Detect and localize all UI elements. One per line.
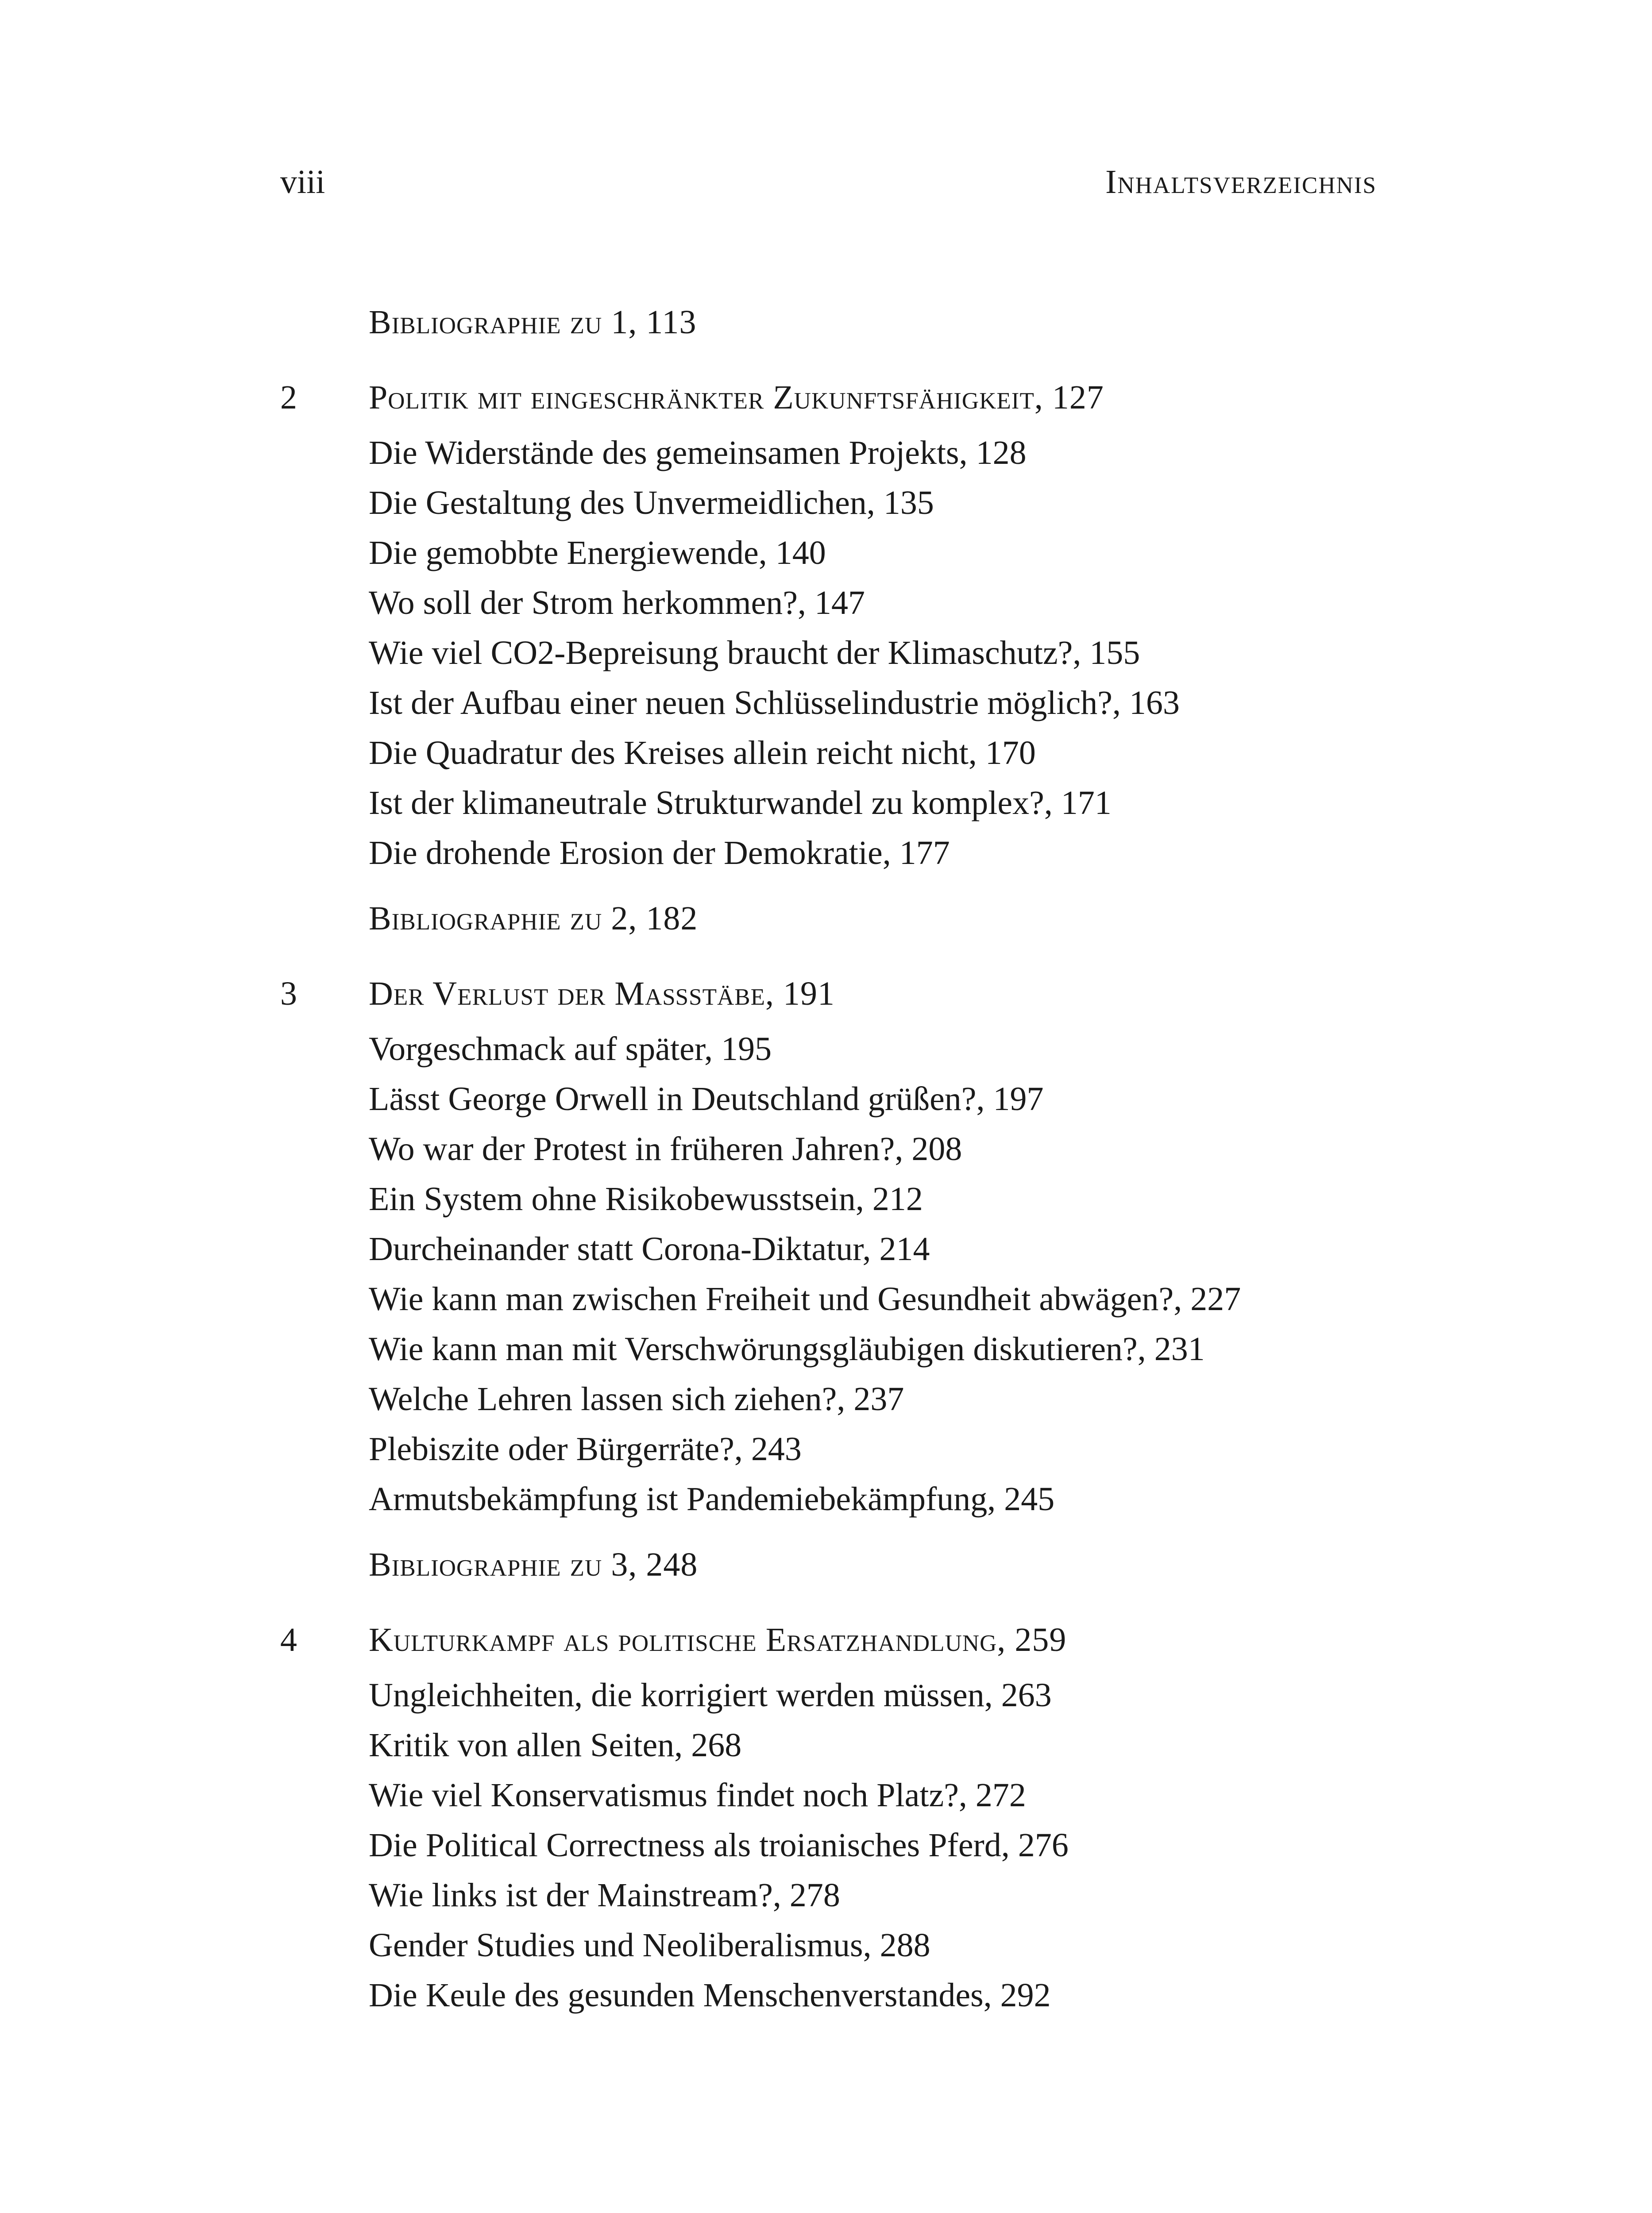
chapter-title: Kulturkampf als politische Ersatzhandlung, 259	[369, 1621, 1067, 1658]
toc-entry	[280, 828, 1431, 878]
toc-entry-text: Wie kann man zwischen Freiheit und Gesundheit abwägen?, 227	[369, 1280, 1241, 1318]
bibliography-entry	[280, 297, 1431, 347]
toc-entry-text: Wo soll der Strom herkommen?, 147	[369, 584, 865, 621]
running-title: Inhaltsverzeichnis	[1105, 163, 1377, 200]
toc-entry-text: Die Gestaltung des Unvermeidlichen, 135	[369, 484, 934, 521]
toc-entry-text: Ist der klimaneutrale Strukturwandel zu komplex?, 171	[369, 784, 1112, 821]
toc-entry	[280, 1324, 1431, 1374]
chapter-number: 3	[280, 975, 297, 1012]
toc-entry	[280, 1920, 1431, 1970]
toc-entry	[280, 528, 1431, 578]
chapter-number: 4	[280, 1621, 297, 1658]
toc-entry	[280, 1970, 1431, 2020]
toc-entry	[280, 1870, 1431, 1920]
toc-entry-text: Wie kann man mit Verschwörungsgläubigen diskutieren?, 231	[369, 1330, 1205, 1368]
toc-entry-text: Wo war der Protest in früheren Jahren?, 208	[369, 1130, 962, 1168]
toc-entry	[280, 478, 1431, 528]
toc-entry	[280, 1274, 1431, 1324]
chapter-heading	[280, 1615, 1431, 1665]
toc-entry-text: Ungleichheiten, die korrigiert werden müssen, 263	[369, 1677, 1052, 1714]
toc-entry-text: Ein System ohne Risikobewusstsein, 212	[369, 1180, 923, 1218]
toc-entry	[280, 1374, 1431, 1424]
toc-entry	[280, 1124, 1431, 1174]
page-number: viii	[280, 163, 325, 200]
bibliography-entry	[280, 1540, 1431, 1590]
chapter-title: Der Verlust der Maßstäbe, 191	[369, 975, 835, 1012]
toc-entry-text: Kritik von allen Seiten, 268	[369, 1727, 742, 1764]
chapter-heading	[280, 969, 1431, 1019]
toc-entry	[280, 1474, 1431, 1524]
table-of-contents	[280, 0, 1431, 2020]
toc-entry	[280, 728, 1431, 778]
toc-entry	[280, 1720, 1431, 1770]
toc-entry	[280, 1024, 1431, 1074]
toc-entry-text: Gender Studies und Neoliberalismus, 288	[369, 1927, 930, 1964]
chapter-title: Politik mit eingeschränkter Zukunftsfähigkeit, 127	[369, 379, 1104, 416]
toc-entry	[280, 428, 1431, 478]
toc-entry-text: Wie viel CO2-Bepreisung braucht der Klimaschutz?, 155	[369, 634, 1140, 671]
toc-entry	[280, 1424, 1431, 1474]
toc-entry	[280, 678, 1431, 728]
bibliography-label: Bibliographie zu 2, 182	[369, 900, 698, 937]
chapter-number: 2	[280, 379, 297, 416]
toc-entry-text: Durcheinander statt Corona-Diktatur, 214	[369, 1230, 930, 1268]
toc-entry-text: Die Quadratur des Kreises allein reicht nicht, 170	[369, 734, 1036, 771]
toc-entry	[280, 578, 1431, 628]
bibliography-label: Bibliographie zu 1, 113	[369, 304, 697, 341]
toc-entry-text: Die Widerstände des gemeinsamen Projekts, 128	[369, 434, 1027, 471]
toc-entry-text: Plebiszite oder Bürgerräte?, 243	[369, 1430, 802, 1468]
toc-entry-text: Wie links ist der Mainstream?, 278	[369, 1877, 840, 1914]
toc-entry	[280, 1174, 1431, 1224]
toc-entry	[280, 628, 1431, 678]
toc-entry-text: Die gemobbte Energiewende, 140	[369, 534, 826, 571]
chapter-heading	[280, 373, 1431, 423]
toc-entry	[280, 1820, 1431, 1870]
toc-entry-text: Wie viel Konservatismus findet noch Platz?, 272	[369, 1777, 1026, 1814]
toc-entry-text: Ist der Aufbau einer neuen Schlüsselindustrie möglich?, 163	[369, 684, 1180, 721]
toc-entry-text: Welche Lehren lassen sich ziehen?, 237	[369, 1380, 904, 1418]
toc-entry-text: Die Political Correctness als troianisches Pferd, 276	[369, 1827, 1069, 1864]
toc-entry-text: Lässt George Orwell in Deutschland grüßen?, 197	[369, 1080, 1044, 1118]
toc-entry-text: Vorgeschmack auf später, 195	[369, 1030, 772, 1068]
toc-entry	[280, 1224, 1431, 1274]
toc-entry	[280, 1670, 1431, 1720]
toc-entry-text: Armutsbekämpfung ist Pandemiebekämpfung, 245	[369, 1480, 1055, 1518]
toc-entry-text: Die drohende Erosion der Demokratie, 177	[369, 834, 950, 871]
bibliography-entry	[280, 894, 1431, 944]
toc-entry	[280, 778, 1431, 828]
bibliography-label: Bibliographie zu 3, 248	[369, 1546, 698, 1583]
toc-entry	[280, 1074, 1431, 1124]
toc-entry-text: Die Keule des gesunden Menschenverstandes, 292	[369, 1977, 1051, 2014]
toc-entry	[280, 1770, 1431, 1820]
